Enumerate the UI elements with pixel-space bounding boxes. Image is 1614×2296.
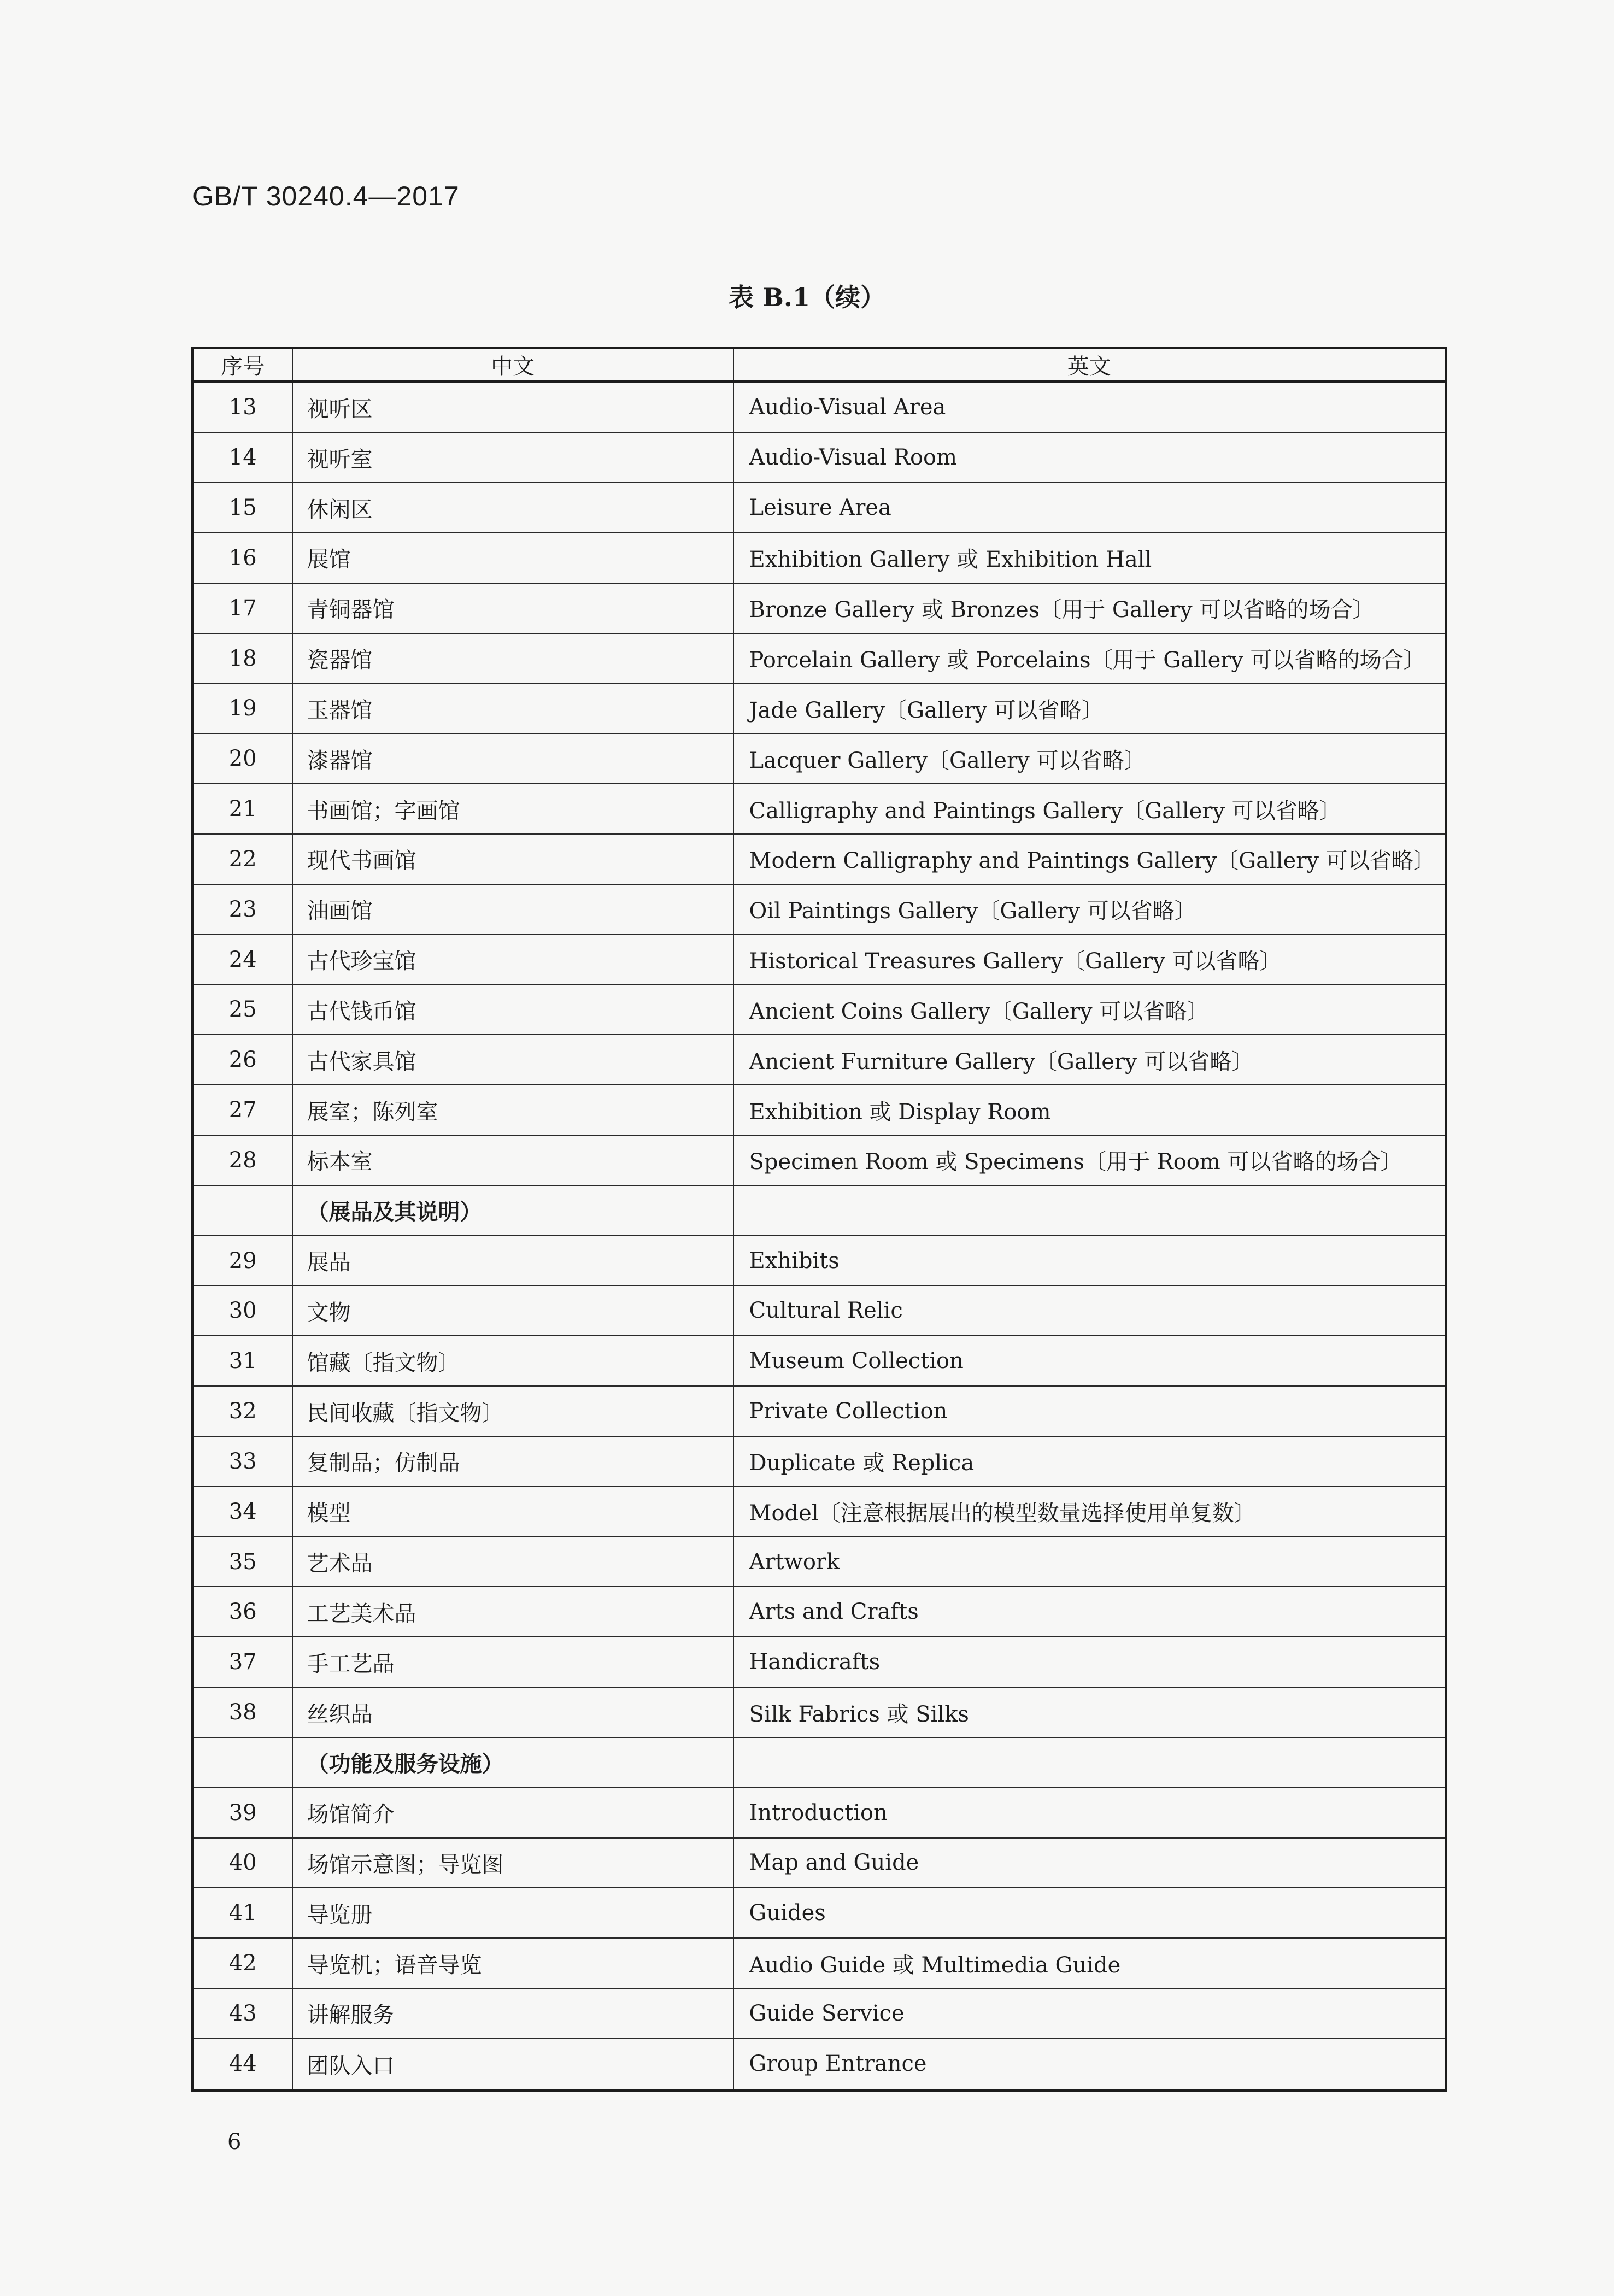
row-number: 30 [193,1285,292,1336]
row-number [193,1737,292,1788]
table-row [193,2039,1446,2091]
english-term: Porcelain Gallery 或 Porcelains〔用于 Gallery 可以省略的场合〕 [733,633,1446,684]
chinese-term: （展品及其说明） [292,1185,733,1236]
english-term: Jade Gallery〔Gallery 可以省略〕 [733,684,1446,734]
row-number: 43 [193,1988,292,2039]
table-row [193,1135,1446,1185]
row-number: 22 [193,834,292,884]
table-row [193,1888,1446,1938]
chinese-term: （功能及服务设施） [292,1737,733,1788]
english-term: Exhibition 或 Display Room [733,1085,1446,1135]
table-row [193,1838,1446,1888]
row-number: 13 [193,381,292,432]
english-term: Historical Treasures Gallery〔Gallery 可以省略〕 [733,935,1446,985]
chinese-term: 民间收藏〔指文物〕 [292,1386,733,1436]
row-number: 41 [193,1888,292,1938]
row-number: 16 [193,533,292,583]
english-term: Handicrafts [733,1637,1446,1687]
english-term: Guides [733,1888,1446,1938]
english-term: Audio Guide 或 Multimedia Guide [733,1938,1446,1988]
english-term: Model〔注意根据展出的模型数量选择使用单复数〕 [733,1487,1446,1537]
row-number: 27 [193,1085,292,1135]
table-header-row [193,348,1446,382]
table-row [193,1085,1446,1135]
table-row [193,381,1446,432]
table-row [193,1988,1446,2039]
chinese-term: 模型 [292,1487,733,1537]
table-row [193,583,1446,633]
chinese-term: 青铜器馆 [292,583,733,633]
chinese-term: 场馆简介 [292,1788,733,1838]
chinese-term: 馆藏〔指文物〕 [292,1336,733,1386]
table-row [193,1285,1446,1336]
english-term: Ancient Coins Gallery〔Gallery 可以省略〕 [733,985,1446,1035]
chinese-term: 视听区 [292,381,733,432]
row-number: 26 [193,1035,292,1085]
row-number: 21 [193,784,292,834]
chinese-term: 古代家具馆 [292,1035,733,1085]
section-header-row [193,1737,1446,1788]
chinese-term: 导览机；语音导览 [292,1938,733,1988]
row-number: 24 [193,935,292,985]
table-title: 表 B.1（续） [729,283,885,312]
english-term: Map and Guide [733,1838,1446,1888]
table-row [193,1587,1446,1637]
table-row [193,1487,1446,1537]
row-number: 36 [193,1587,292,1637]
english-term: Arts and Crafts [733,1587,1446,1637]
row-number: 15 [193,483,292,533]
chinese-term: 书画馆；字画馆 [292,784,733,834]
page-number: 6 [227,2129,242,2154]
chinese-term: 现代书画馆 [292,834,733,884]
english-term: Leisure Area [733,483,1446,533]
english-term: Private Collection [733,1386,1446,1436]
english-term: Oil Paintings Gallery〔Gallery 可以省略〕 [733,884,1446,935]
chinese-term: 漆器馆 [292,733,733,784]
table-row [193,733,1446,784]
table-row [193,834,1446,884]
chinese-term: 展馆 [292,533,733,583]
english-term: Exhibition Gallery 或 Exhibition Hall [733,533,1446,583]
row-number: 20 [193,733,292,784]
table-row [193,884,1446,935]
english-term [733,1185,1446,1236]
english-term [733,1737,1446,1788]
chinese-term: 讲解服务 [292,1988,733,2039]
table-row [193,1788,1446,1838]
english-term: Group Entrance [733,2039,1446,2091]
table-row [193,1637,1446,1687]
chinese-term: 玉器馆 [292,684,733,734]
table-row [193,1386,1446,1436]
chinese-term: 丝织品 [292,1687,733,1737]
chinese-term: 古代珍宝馆 [292,935,733,985]
row-number: 39 [193,1788,292,1838]
english-term: Artwork [733,1537,1446,1587]
row-number: 28 [193,1135,292,1185]
row-number: 42 [193,1938,292,1988]
english-term: Audio-Visual Area [733,381,1446,432]
table-row [193,1537,1446,1587]
header-english: 英文 [733,348,1446,382]
table-row [193,684,1446,734]
chinese-term: 展品 [292,1236,733,1286]
table-row [193,1236,1446,1286]
table-row [193,1336,1446,1386]
table-body [193,381,1446,2091]
english-term: Duplicate 或 Replica [733,1436,1446,1487]
chinese-term: 视听室 [292,432,733,483]
table-row [193,935,1446,985]
chinese-term: 油画馆 [292,884,733,935]
english-term: Cultural Relic [733,1285,1446,1336]
section-header-row [193,1185,1446,1236]
chinese-term: 场馆示意图；导览图 [292,1838,733,1888]
row-number: 29 [193,1236,292,1286]
table-row [193,432,1446,483]
row-number: 23 [193,884,292,935]
english-term: Specimen Room 或 Specimens〔用于 Room 可以省略的场合〕 [733,1135,1446,1185]
terms-table [191,347,1447,2092]
row-number: 34 [193,1487,292,1537]
chinese-term: 古代钱币馆 [292,985,733,1035]
chinese-term: 手工艺品 [292,1637,733,1687]
table-row [193,533,1446,583]
english-term: Bronze Gallery 或 Bronzes〔用于 Gallery 可以省略的场合〕 [733,583,1446,633]
chinese-term: 工艺美术品 [292,1587,733,1637]
english-term: Ancient Furniture Gallery〔Gallery 可以省略〕 [733,1035,1446,1085]
english-term: Silk Fabrics 或 Silks [733,1687,1446,1737]
table-row [193,1938,1446,1988]
english-term: Calligraphy and Paintings Gallery〔Gallery 可以省略〕 [733,784,1446,834]
chinese-term: 导览册 [292,1888,733,1938]
english-term: Lacquer Gallery〔Gallery 可以省略〕 [733,733,1446,784]
table-row [193,483,1446,533]
row-number: 18 [193,633,292,684]
english-term: Guide Service [733,1988,1446,2039]
header-chinese: 中文 [292,348,733,382]
english-term: Audio-Visual Room [733,432,1446,483]
chinese-term: 标本室 [292,1135,733,1185]
chinese-term: 团队入口 [292,2039,733,2091]
row-number: 32 [193,1386,292,1436]
chinese-term: 艺术品 [292,1537,733,1587]
chinese-term: 瓷器馆 [292,633,733,684]
table-row [193,633,1446,684]
chinese-term: 休闲区 [292,483,733,533]
row-number: 38 [193,1687,292,1737]
row-number: 31 [193,1336,292,1386]
document-code: GB/T 30240.4—2017 [192,181,460,212]
table-container [191,347,1447,2092]
row-number: 35 [193,1537,292,1587]
row-number: 37 [193,1637,292,1687]
row-number: 14 [193,432,292,483]
row-number: 17 [193,583,292,633]
row-number: 33 [193,1436,292,1487]
table-row [193,1687,1446,1737]
row-number: 19 [193,684,292,734]
row-number [193,1185,292,1236]
table-row [193,1035,1446,1085]
chinese-term: 展室；陈列室 [292,1085,733,1135]
english-term: Modern Calligraphy and Paintings Gallery〔Gallery 可以省略〕 [733,834,1446,884]
english-term: Museum Collection [733,1336,1446,1386]
english-term: Exhibits [733,1236,1446,1286]
table-row [193,1436,1446,1487]
row-number: 44 [193,2039,292,2091]
chinese-term: 文物 [292,1285,733,1336]
chinese-term: 复制品；仿制品 [292,1436,733,1487]
table-row [193,784,1446,834]
row-number: 40 [193,1838,292,1888]
row-number: 25 [193,985,292,1035]
english-term: Introduction [733,1788,1446,1838]
table-row [193,985,1446,1035]
header-number: 序号 [193,348,292,382]
